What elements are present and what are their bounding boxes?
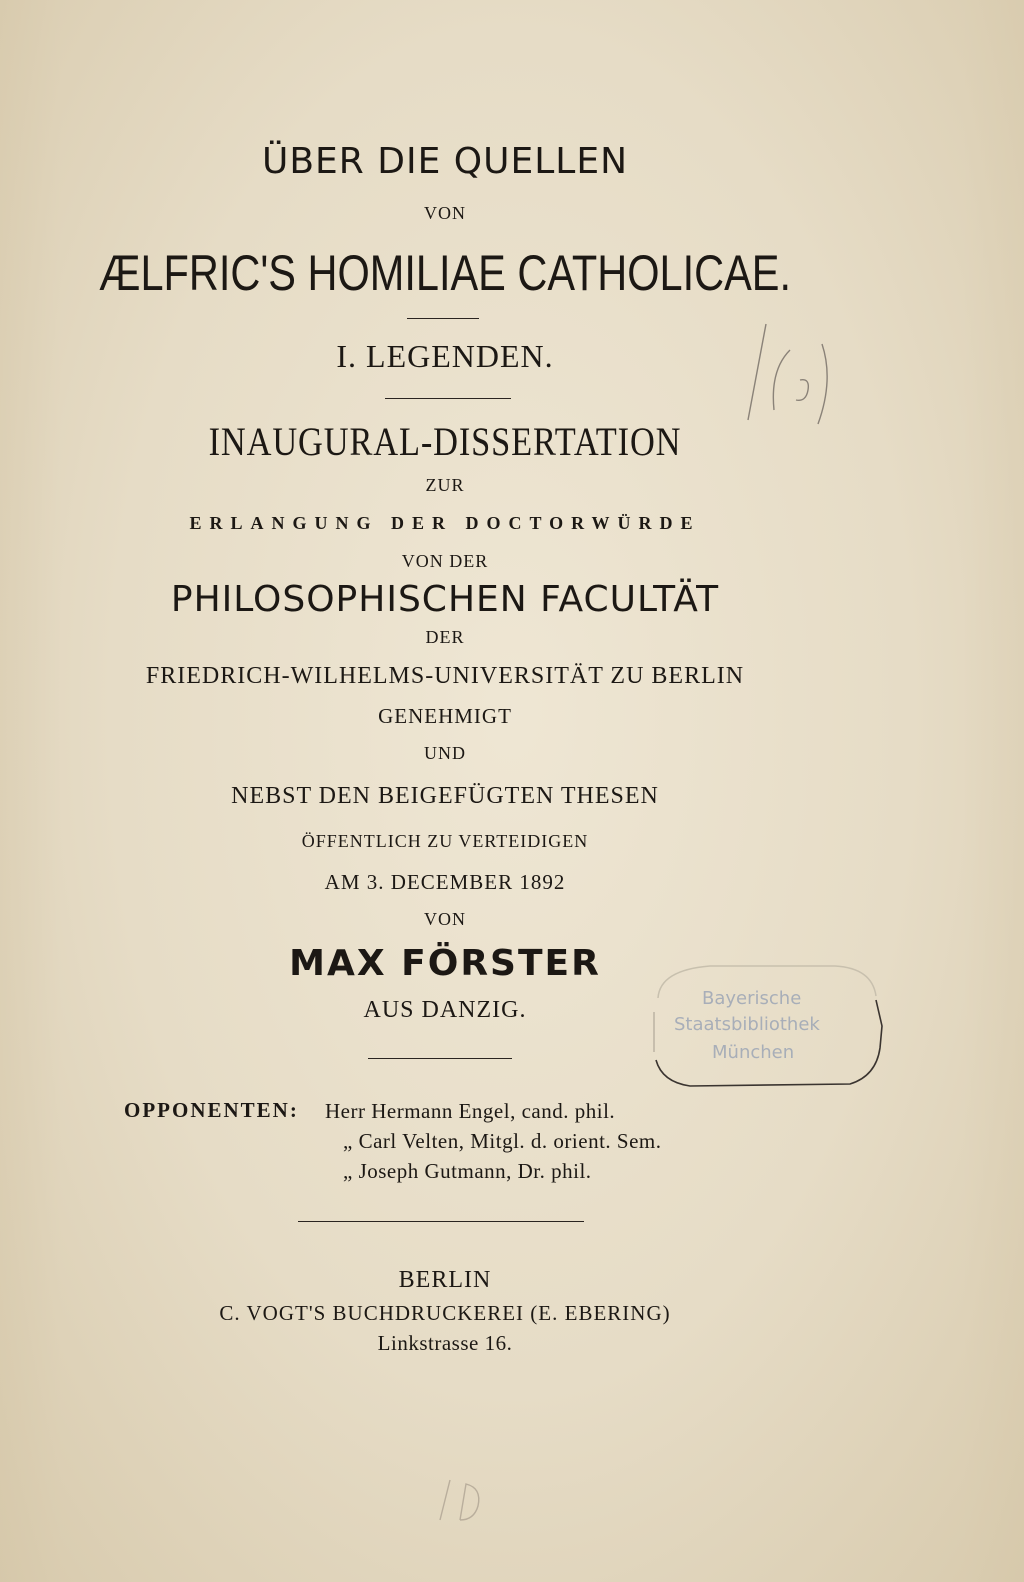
divider-rule [368,1058,512,1059]
stamp-text: Staatsbibliothek [674,1014,820,1035]
handwritten-mark [420,1470,500,1530]
subtitle: I. LEGENDEN. [336,338,554,374]
date-line: AM 3. DECEMBER 1892 [324,870,566,894]
publisher-address: Linkstrasse 16. [377,1331,513,1355]
publisher-printer: C. VOGT'S BUCHDRUCKEREI (E. EBERING) [219,1301,671,1325]
opponent-entry: „ Carl Velten, Mitgl. d. orient. Sem. [343,1129,662,1153]
dissertation-line: VON [424,909,466,929]
title-line-3: ÆLFRIC'S HOMILIAE CATHOLICAE. [98,245,792,301]
publisher-city: BERLIN [398,1267,492,1293]
dissertation-line: UND [424,743,466,763]
university-line: FRIEDRICH-WILHELMS-UNIVERSITÄT ZU BERLIN [145,663,745,689]
divider-rule [385,398,511,399]
stamp-text: München [712,1042,795,1063]
author-name: MAX FÖRSTER [289,943,601,984]
library-stamp [650,960,890,1090]
divider-rule [407,318,479,319]
divider-rule [298,1221,584,1222]
opponent-entry: Herr Hermann Engel, cand. phil. [325,1099,616,1123]
dissertation-line: ERLANGUNG DER DOCTORWÜRDE [189,513,701,533]
dissertation-line: ÖFFENTLICH ZU VERTEIDIGEN [301,831,589,851]
opponent-entry: „ Joseph Gutmann, Dr. phil. [343,1159,592,1183]
title-line-2: VON [424,203,466,223]
dissertation-heading: INAUGURAL-DISSERTATION [208,419,682,464]
handwritten-shelf-mark [730,320,840,430]
dissertation-line: VON DER [401,551,489,571]
title-line-1: ÜBER DIE QUELLEN [262,141,628,182]
dissertation-line: ZUR [425,475,465,495]
faculty-heading: PHILOSOPHISCHEN FACULTÄT [170,579,720,620]
opponents-label: OPPONENTEN: [124,1098,299,1122]
author-origin: AUS DANZIG. [363,997,527,1023]
dissertation-line: GENEHMIGT [378,704,512,728]
pencil-mark-icon [730,320,840,430]
dissertation-line: NEBST DEN BEIGEFÜGTEN THESEN [231,783,659,809]
dissertation-line: DER [425,627,465,647]
stamp-text: Bayerische [702,988,802,1009]
pencil-mark-icon [420,1470,500,1530]
